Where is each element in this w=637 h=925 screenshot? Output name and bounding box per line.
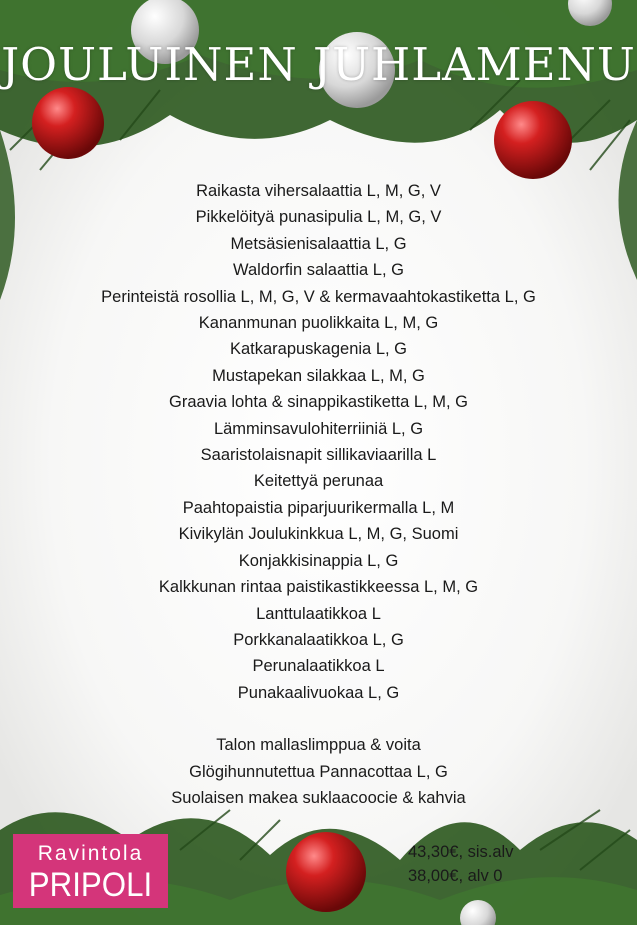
menu-item-tags: L, M, G bbox=[370, 366, 425, 385]
menu-item-name: Mustapekan silakkaa bbox=[212, 366, 367, 385]
menu-item-tags: L, M, G, V bbox=[367, 208, 442, 227]
menu-item-tags: L, M, G, Suomi bbox=[348, 525, 459, 544]
menu-item-tags: L, M bbox=[422, 498, 455, 517]
menu-item-tags: L, M, G bbox=[384, 314, 439, 333]
menu-item-name: Kananmunan puolikkaita bbox=[198, 314, 380, 333]
menu-item bbox=[0, 601, 637, 627]
logo-line1: Ravintola bbox=[37, 842, 144, 865]
extra-item bbox=[0, 785, 637, 811]
menu-item-tags: L, M, G bbox=[413, 393, 468, 412]
menu-item bbox=[0, 468, 637, 494]
menu-item-tags: L, M, G, V bbox=[366, 182, 441, 200]
section-spacer bbox=[0, 706, 637, 732]
menu-item-name: Porkkanalaatikkoa bbox=[233, 630, 369, 649]
menu-item-name: Lanttulaatikkoa bbox=[256, 604, 368, 623]
menu-item bbox=[0, 574, 637, 600]
menu-item-tags: L, G bbox=[375, 234, 407, 253]
page-title: JOULUINEN JUHLAMENU bbox=[1, 38, 636, 91]
extra-item-name: Glögihunnutettua Pannacottaa bbox=[189, 762, 413, 781]
menu-item bbox=[0, 310, 637, 336]
menu-item-name: Kalkkunan rintaa paistikastikkeessa bbox=[158, 578, 420, 597]
menu-item-name: Punakaalivuokaa bbox=[237, 683, 364, 702]
menu-item-name: Graavia lohta & sinappikastiketta bbox=[169, 393, 410, 412]
menu-item-name: Pikkelöityä punasipulia bbox=[195, 208, 363, 227]
menu-item-name: Waldorfin salaattia bbox=[233, 261, 369, 280]
menu-item-name: Keitettyä perunaa bbox=[253, 472, 384, 491]
menu-item bbox=[0, 680, 637, 706]
menu-item-tags: L, M, G, V & kermavaahtokastiketta L, G bbox=[240, 287, 536, 306]
menu-item-tags: L, G bbox=[372, 261, 404, 280]
menu-item bbox=[0, 495, 637, 521]
price-block bbox=[408, 840, 513, 888]
menu-item-tags: L, G bbox=[391, 419, 424, 438]
menu-item bbox=[0, 257, 637, 283]
extra-item bbox=[0, 732, 637, 758]
menu-item-tags: L, M, G bbox=[423, 578, 479, 597]
menu-item bbox=[0, 442, 637, 468]
menu-item bbox=[0, 521, 637, 547]
extra-item-tags: L, G bbox=[416, 762, 448, 781]
menu-item bbox=[0, 178, 637, 204]
menu-item bbox=[0, 231, 637, 257]
menu-item-name: Raikasta vihersalaattia bbox=[196, 182, 363, 200]
menu-item-tags: L, G bbox=[372, 630, 404, 649]
price-with-vat: 43,30€, sis.alv bbox=[408, 843, 514, 861]
menu-item-tags: L, G bbox=[368, 683, 400, 702]
extra-item-name: Talon mallaslimppua & voita bbox=[216, 736, 421, 755]
extra-item-name: Suolaisen makea suklaacoocie & kahvia bbox=[171, 788, 466, 807]
menu-item-name: Katkarapuskagenia bbox=[229, 340, 372, 359]
menu-item bbox=[0, 548, 637, 574]
menu-item bbox=[0, 653, 637, 679]
menu-item bbox=[0, 416, 637, 442]
restaurant-logo bbox=[13, 834, 168, 908]
price-without-vat: 38,00€, alv 0 bbox=[408, 867, 503, 885]
menu-item-tags: L, G bbox=[367, 551, 399, 570]
menu-item-tags: L, G bbox=[375, 340, 408, 359]
menu-item bbox=[0, 204, 637, 230]
menu-item bbox=[0, 363, 637, 389]
menu-item-name: Kivikylän Joulukinkkua bbox=[178, 525, 344, 544]
menu-item-tags: L bbox=[375, 657, 385, 676]
menu-item-name: Perunalaatikkoa bbox=[252, 657, 371, 676]
menu-item bbox=[0, 284, 637, 310]
menu-item-name: Perinteistä rosollia bbox=[101, 287, 236, 306]
extra-item bbox=[0, 759, 637, 785]
menu-item-name: Lämminsavulohiterriiniä bbox=[213, 419, 388, 438]
menu-item-tags: L bbox=[371, 604, 381, 623]
menu-item-name: Saaristolaisnapit sillikaviaarilla bbox=[200, 446, 423, 465]
menu-item-name: Metsäsienisalaattia bbox=[230, 234, 371, 253]
logo-line2: PRIPOLI bbox=[28, 866, 153, 904]
menu-list bbox=[0, 178, 637, 811]
menu-item-name: Konjakkisinappia bbox=[238, 551, 363, 570]
menu-item-name: Paahtopaistia piparjuurikermalla bbox=[182, 498, 418, 517]
menu-item bbox=[0, 336, 637, 362]
menu-item-tags: L bbox=[427, 446, 437, 465]
menu-item bbox=[0, 627, 637, 653]
menu-item bbox=[0, 389, 637, 415]
